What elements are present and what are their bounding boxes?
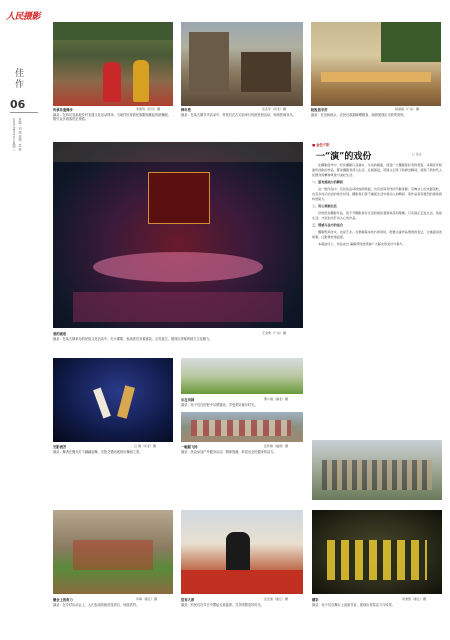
photo-caption-4: 摘录：在某古镇举办的民俗文化活动中，灯火璀璨，表演者们身着盛装，点亮夜空，展现出浓郁的地方文化魅力。: [53, 337, 213, 341]
photo-caption-3: 摘录：在田间地头，农民们收割晾晒粮食，画面展现出丰收的喜悦。: [311, 113, 407, 117]
photo-caption-10: 摘录：孩子们在舞台上表演节目，展现出青春活力与风采。: [312, 603, 395, 607]
photo-title-8: 聚会上的角力: [53, 598, 73, 602]
photo-caption-8: 摘录：在乡村运动会上，人们参加传统竞技项目，场面热烈。: [53, 603, 140, 607]
masthead-logo: [6, 4, 42, 30]
photo-caption-5: 摘录：舞者在聚光灯下翩翩起舞，光影交错间展现出舞蹈之美。: [53, 450, 143, 454]
article-section-1: 一、富有感染力的瞬间: [312, 180, 343, 184]
article-author: □ 丛文: [412, 152, 422, 156]
photo-title-3: 粒粒皆辛苦: [311, 108, 328, 112]
photo-old-house: [181, 22, 303, 106]
article-headline: 一“演”的戏份: [316, 152, 372, 162]
photo-credit-5: 吕 刚（河北）摄: [134, 444, 156, 448]
photo-credit-7: 张传敏（福建）摄: [264, 444, 289, 448]
article-paragraph-3: 好的纪实摄影作品，离不开摄影者对生活的细致观察和深刻理解。只有真正走进生活、热爱生活，才能拍出打动人心的作品。: [312, 211, 442, 220]
photo-stage-kids: [312, 510, 442, 594]
masthead-divider: [10, 112, 38, 113]
date-line: 2025年6月25日 星期三: [12, 118, 16, 151]
photo-crowd: [312, 440, 442, 500]
photo-title-10: 精彩: [312, 598, 319, 602]
article-paragraph-1: 在摄影创作中，纪实摄影以其真实、生动的画面，深受广大摄影爱好者的喜爱。本期佳作版面所选取的作品，都是摄影者深入生活、扎根基层，用镜头记录下的鲜活瞬间，展现了新时代人民群众的精神风貌与美好生活。: [312, 163, 442, 177]
photo-title-6: 乐在田园: [181, 398, 195, 402]
photo-credit-6: 曹小刚（湖北）摄: [264, 397, 289, 401]
article-paragraph-2: 这一组作品中，有民俗活动的热闹场面，也有田间劳作的辛勤身影；有舞台上的光影流转，也有乡村运动会的欢乐时刻。摄影者们善于捕捉生活中最动人的瞬间，使作品具有强烈的现场感和感染力。: [312, 187, 442, 201]
photo-field-kids: [181, 358, 303, 394]
photo-caption-9: 摘录：村民们在节日中摆起长桌宴席，共享团圆美好时光。: [181, 603, 264, 607]
photo-title-2: 棒年兜: [181, 108, 191, 112]
masthead-logo-text: 人民摄影: [6, 12, 41, 22]
article-body: [312, 163, 442, 431]
article-section-3: 三、情感与技巧的结合: [312, 223, 343, 227]
photo-caption-2: 摘录：在某古镇节庆活动中，村民们在古宅前举行传统民俗活动，现场热闹非凡。: [181, 113, 296, 117]
photo-harvest: [311, 22, 441, 106]
photo-title-4: 春的画卷: [53, 332, 67, 336]
photo-credit-10: 何秉胜（浙江）摄: [402, 597, 427, 601]
photo-title-5: 光影流芳: [53, 445, 67, 449]
photo-caption-1: 摘录：在四川省某地乡村非遗文化活动现场，当地村民身着民族服饰跳起传统舞蹈，吸引众多游客驻足观看。: [53, 113, 171, 122]
photo-credit-9: 张安康（浙江）摄: [264, 597, 289, 601]
kicker-bullet-icon: ■: [312, 143, 317, 147]
photo-credit-2: 张连军（河北）摄: [262, 107, 287, 111]
photo-banquet: [181, 510, 303, 594]
kicker-text: 金色夕阳: [316, 143, 330, 147]
photo-title-9: 贺寿大席: [181, 598, 195, 602]
photo-caption-6: 摘录：孩子们在田野中尽情嬉戏，享受美好童年时光。: [181, 403, 258, 407]
editor-line: 责编：刘 浏 美编：吴 杨: [18, 118, 22, 151]
article-section-2: 二、用心观察生活: [312, 204, 337, 208]
page-number: 06: [10, 98, 26, 111]
section-label: 佳作: [13, 68, 23, 90]
photo-festival-night: [53, 142, 303, 328]
article-kicker: [312, 142, 329, 147]
photo-dancers: [53, 358, 173, 442]
photo-title-1: 传承非遗舞步: [53, 108, 73, 112]
article-paragraph-4: 摄影既是技术，也是艺术。在掌握基本技巧的同时，更要注重作品情感的表达，让画面讲述故事，让影像传递温度。: [312, 230, 442, 239]
article-paragraph-5: 本版由何人、作品选自 编辑部特此感谢广大影友的支持与参与。: [318, 242, 406, 246]
photo-credit-3: 杨丽娟（广东）摄: [395, 107, 420, 111]
photo-village-sport: [53, 510, 173, 594]
photo-title-7: 一幅最飞扬: [181, 445, 198, 449]
photo-credit-8: 许啸（浙江）摄: [136, 597, 158, 601]
photo-caption-7: 摘录：民众参加户外健身活动，精神饱满，彰显出全民健身的活力。: [181, 450, 277, 454]
photo-credit-4: 王金勇（广东）摄: [262, 331, 287, 335]
photo-folk-dance: [53, 22, 173, 106]
photo-credit-1: 李胜利（四川）摄: [136, 107, 161, 111]
photo-fitness: [181, 412, 303, 442]
